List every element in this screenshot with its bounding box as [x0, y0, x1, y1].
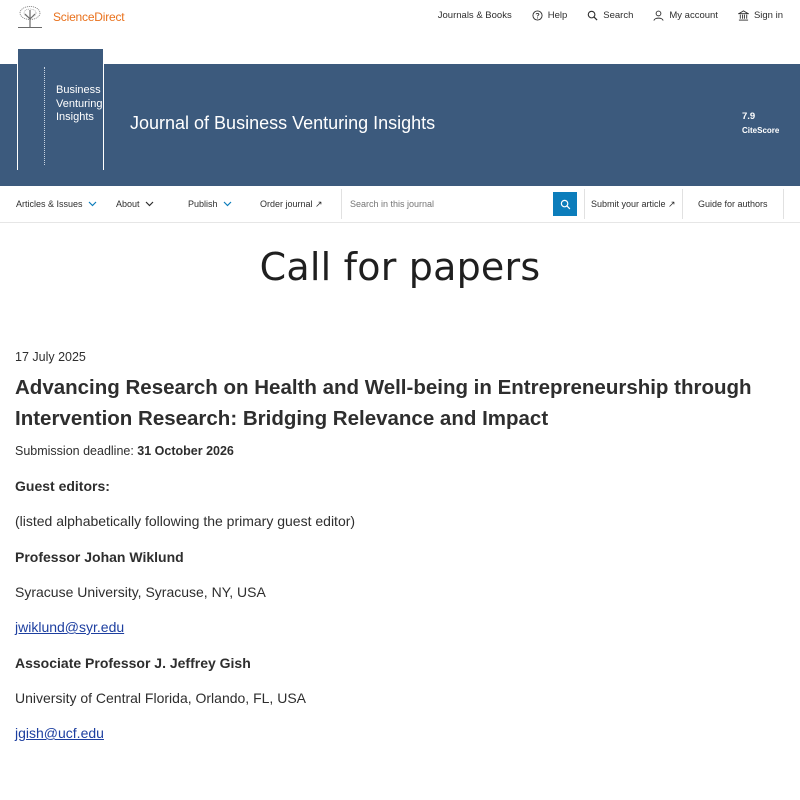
nav-divider: [682, 189, 683, 219]
search-icon: [587, 10, 598, 21]
editor-email-link[interactable]: jgish@ucf.edu: [15, 725, 104, 741]
journal-nav: [0, 186, 800, 223]
nav-articles-issues-label: Articles & Issues: [16, 199, 83, 209]
help-label: Help: [547, 10, 568, 21]
chevron-down-icon: [88, 201, 97, 207]
cover-title-line: Insights: [56, 111, 94, 123]
search-link[interactable]: [587, 10, 633, 21]
nav-guide-for-authors[interactable]: [698, 186, 768, 222]
user-icon: [653, 10, 664, 21]
nav-about[interactable]: [116, 186, 154, 222]
nav-guide-for-authors-label: Guide for authors: [698, 199, 768, 209]
my-account-link[interactable]: [653, 10, 718, 21]
nav-order-journal-label: Order journal ↗: [260, 198, 323, 209]
chevron-down-icon: [223, 201, 232, 207]
journal-title[interactable]: Journal of Business Venturing Insights: [130, 113, 436, 133]
listing-note: (listed alphabetically following the primary guest editor): [15, 513, 356, 529]
publication-date: 17 July 2025: [15, 350, 86, 364]
citescore[interactable]: [742, 111, 779, 135]
nav-publish[interactable]: [188, 186, 232, 222]
institution-icon: [738, 10, 749, 21]
nav-about-label: About: [116, 199, 140, 209]
nav-divider: [584, 189, 585, 219]
sign-in-link[interactable]: [738, 10, 783, 21]
editor-email: [15, 725, 104, 741]
cover-title: [56, 84, 102, 125]
journals-books-link[interactable]: [438, 10, 512, 21]
my-account-label: My account: [669, 10, 718, 21]
nav-publish-label: Publish: [188, 199, 218, 209]
cover-title-line: Business: [56, 84, 101, 96]
journal-search-input[interactable]: [342, 186, 578, 222]
deadline-date: 31 October 2026: [137, 444, 234, 458]
top-bar: [0, 0, 800, 34]
cover-dotted-line: [44, 67, 45, 165]
search-submit-button[interactable]: [553, 192, 577, 216]
nav-submit-article-label: Submit your article ↗: [591, 198, 676, 209]
help-link[interactable]: [532, 10, 568, 21]
citescore-label: CiteScore: [742, 126, 780, 135]
search-icon: [560, 199, 571, 210]
nav-order-journal[interactable]: [260, 186, 323, 222]
chevron-down-icon: [145, 201, 154, 207]
guest-editors-heading: Guest editors:: [15, 478, 110, 494]
journals-books-label: Journals & Books: [437, 10, 512, 21]
nav-articles-issues[interactable]: [16, 186, 97, 222]
elsevier-tree-logo-icon[interactable]: [16, 5, 44, 29]
top-links: [418, 10, 783, 21]
journal-cover-image[interactable]: [17, 48, 104, 170]
sciencedirect-logo[interactable]: ScienceDirect: [53, 10, 125, 24]
journal-banner: [0, 64, 800, 186]
help-circle-icon: [532, 10, 543, 21]
editor-affiliation: Syracuse University, Syracuse, NY, USA: [15, 584, 266, 600]
deadline-label: Submission deadline:: [15, 444, 138, 458]
sign-in-label: Sign in: [753, 10, 783, 21]
nav-divider: [783, 189, 784, 219]
submission-deadline: [15, 444, 234, 458]
article-title: Advancing Research on Health and Well-being in Entrepreneurship through Intervention Research: Bridging Relevance and Impact: [15, 376, 752, 430]
page-title: Call for papers: [259, 245, 541, 289]
nav-submit-article[interactable]: [591, 186, 676, 222]
citescore-value: 7.9: [742, 111, 756, 122]
cover-title-line: Venturing: [56, 97, 103, 110]
search-label: Search: [603, 10, 634, 21]
editor-name: Professor Johan Wiklund: [15, 549, 184, 565]
editor-affiliation: University of Central Florida, Orlando, FL, USA: [15, 690, 306, 706]
editor-name: Associate Professor J. Jeffrey Gish: [15, 655, 251, 671]
editor-email: [15, 619, 124, 635]
editor-email-link[interactable]: jwiklund@syr.edu: [15, 619, 125, 635]
